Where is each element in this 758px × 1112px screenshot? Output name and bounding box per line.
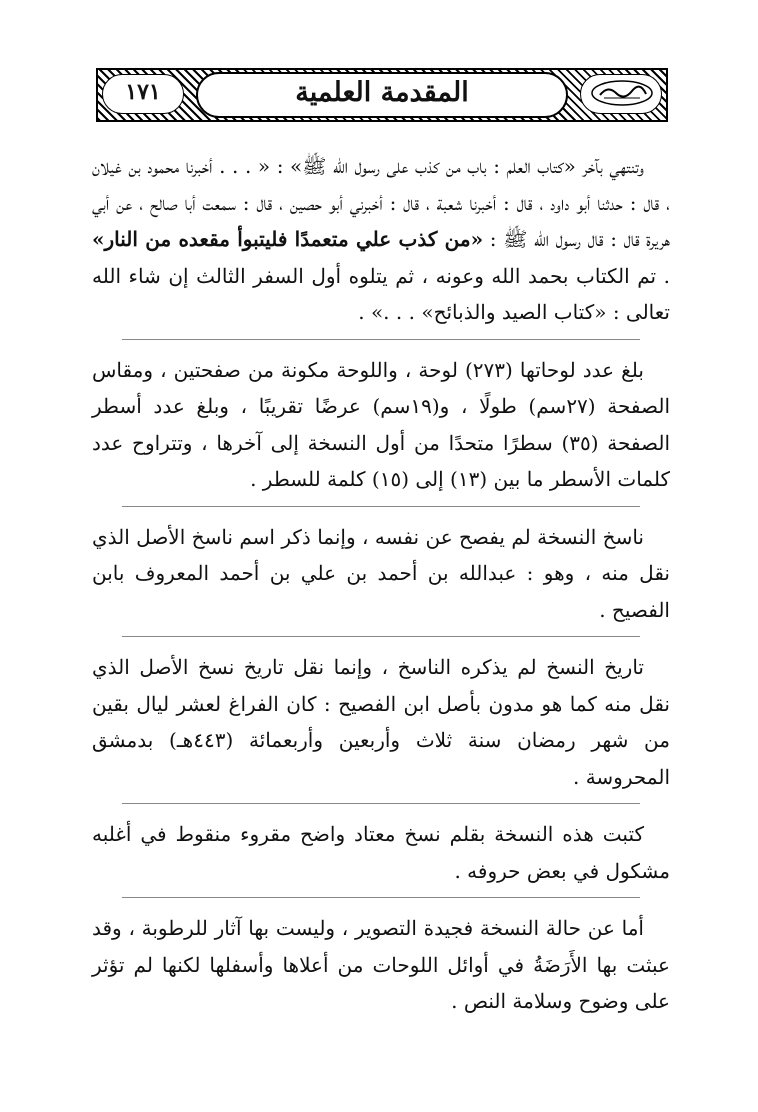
section-divider [122,339,640,340]
seal-calligraphy-icon [590,79,654,107]
paragraph-copy-date: تاريخ النسخ لم يذكره الناسخ ، وإنما نقل تاريخ نسخ الأصل الذي نقل منه كما هو مدون بأصل ابن الفصيح : كان الفراغ لعشر ليال بقين من شهر رمضان سنة ثلاث وأربعين وأربعمائة (٤٤٣هـ) بدمشق المحروسة . [92,655,670,789]
book-seal-icon [588,78,656,108]
body-text [92,148,670,1020]
paragraph-dimensions: بلغ عدد لوحاتها (٢٧٣) لوحة ، واللوحة مكونة من صفحتين ، ومقاس الصفحة (٢٧سم) طولًا ، و(١٩سم) عرضًا تقريبًا ، وبلغ عدد أسطر الصفحة (٣٥) سطرًا متحدًا من أول النسخة إلى آخرها ، وتتراوح عدد كلمات الأسطر ما بين (١٣) إلى (١٥) كلمة للسطر . [92,357,671,491]
running-title: المقدمة العلمية [295,77,469,108]
paragraph-text: وتنتهي بآخر «كتاب العلم : باب من كذب على رسول الله ﷺ» : « . . . أخبرنا محمود بن غيلان ، قال : حدثنا أبو داود ، قال : أخبرنا شعبة ، قال : أخبرني أبو حصين ، قال : سمعت أبا صالح ، عن أبي هريرة قال : قال رسول الله ﷺ : [92,154,670,251]
paragraph-script: كتبت هذه النسخة بقلم نسخ معتاد واضح مقروء منقوط في أغلبه مشكول في بعض حروفه . [92,822,670,883]
section-divider [122,506,640,507]
paragraph-text: . تم الكتاب بحمد الله وعونه ، ثم يتلوه أول السفر الثالث إن شاء الله تعالى : «كتاب الصيد والذبائح» . . .» . [92,263,670,324]
section-divider [122,636,640,637]
paragraph-condition: أما عن حالة النسخة فجيدة التصوير ، وليست بها آثار للرطوبة ، وقد عبثت بها الأَرَضَةُ في أوائل اللوحات من أعلاها وأسفلها لكنها لم تؤثر على وضوح وسلامة النص . [92,916,670,1013]
ornamental-header [96,68,668,122]
hadith-quote: «من كذب علي متعمدًا فليتبوأ مقعده من النار» [92,227,484,251]
paragraph-copyist: ناسخ النسخة لم يفصح عن نفسه ، وإنما ذكر اسم ناسخ الأصل الذي نقل منه ، وهو : عبدالله بن أحمد بن علي بن أحمد المعروف بابن الفصيح . [92,524,670,622]
section-divider [122,897,640,898]
section-divider [122,803,640,804]
paragraph-ending [92,148,670,331]
page-number: ١٧١ [125,79,161,105]
